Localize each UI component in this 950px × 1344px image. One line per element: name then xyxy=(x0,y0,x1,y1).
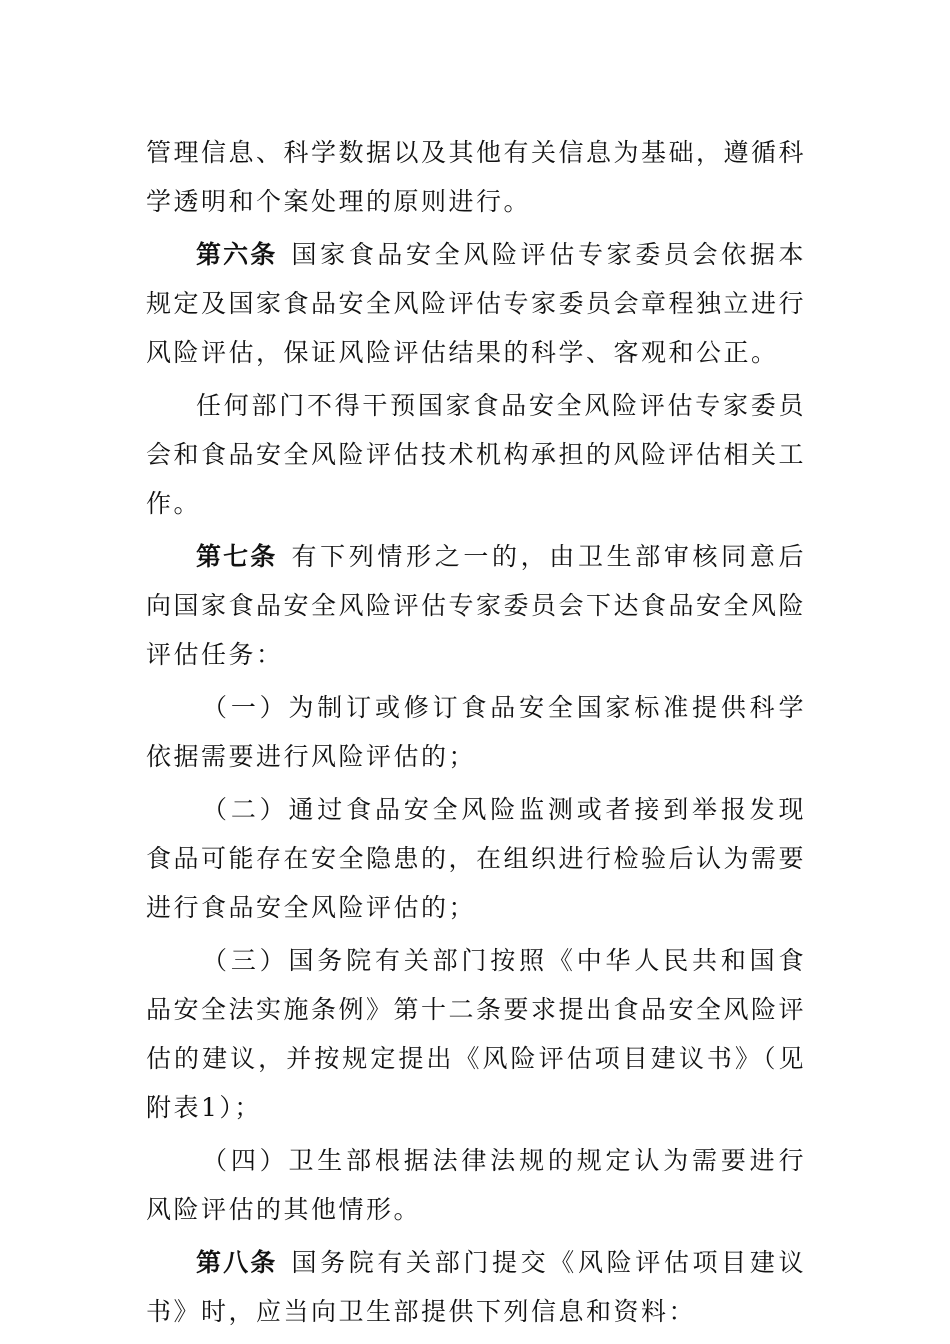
article-7-item-1 xyxy=(146,683,806,781)
paragraph-text: 任何部门不得干预国家食品安全风险评估专家委员会和食品安全风险评估技术机构承担的风险评估相关工作。 xyxy=(146,391,807,518)
document-body xyxy=(146,128,806,1340)
paragraph-text: （二）通过食品安全风险监测或者接到举报发现食品可能存在安全隐患的，在组织进行检验后认为需要进行食品安全风险评估的； xyxy=(146,795,807,922)
paragraph-text: 有下列情形之一的，由卫生部审核同意后向国家食品安全风险评估专家委员会下达食品安全风险评估任务： xyxy=(146,542,807,669)
article-number: 第七条 xyxy=(196,542,278,571)
paragraph-text: （四）卫生部根据法律法规的规定认为需要进行风险评估的其他情形。 xyxy=(146,1146,806,1224)
article-number: 第八条 xyxy=(196,1248,278,1277)
paragraph-text: （一）为制订或修订食品安全国家标准提供科学依据需要进行风险评估的； xyxy=(146,693,806,771)
paragraph-text: 国家食品安全风险评估专家委员会依据本规定及国家食品安全风险评估专家委员会章程独立进行风险评估，保证风险评估结果的科学、客观和公正。 xyxy=(146,240,807,367)
article-6-paragraph xyxy=(146,230,806,377)
article-7-item-2 xyxy=(146,785,806,932)
paragraph-text: 国务院有关部门提交《风险评估项目建议书》时，应当向卫生部提供下列信息和资料： xyxy=(146,1248,806,1326)
paragraph-text: （三）国务院有关部门按照《中华人民共和国食品安全法实施条例》第十二条要求提出食品安全风险评估的建议，并按规定提出《风险评估项目建议书》（见附表1）； xyxy=(146,946,807,1122)
paragraph-text: 管理信息、科学数据以及其他有关信息为基础，遵循科学透明和个案处理的原则进行。 xyxy=(146,138,807,216)
article-6-clause-2 xyxy=(146,381,806,528)
article-7-item-4 xyxy=(146,1136,806,1234)
article-7-paragraph xyxy=(146,532,806,679)
article-number: 第六条 xyxy=(196,240,278,269)
article-8-paragraph xyxy=(146,1238,806,1336)
paragraph-continuation xyxy=(146,128,806,226)
article-7-item-3 xyxy=(146,936,806,1132)
